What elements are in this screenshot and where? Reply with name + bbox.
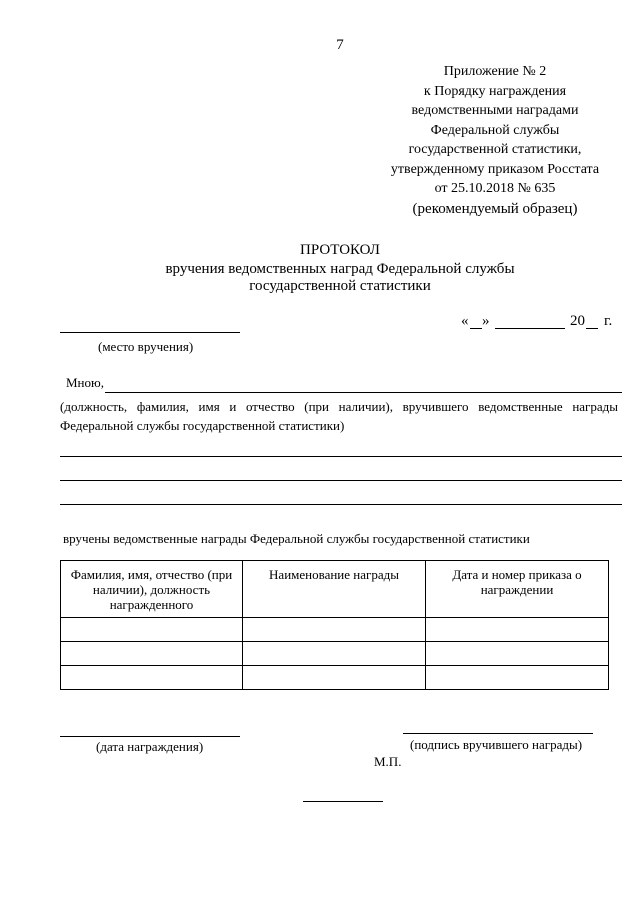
official-caption-line2: Федеральной службы государственной статистики) <box>60 418 345 433</box>
table-row <box>61 666 609 690</box>
month-blank-line <box>495 328 565 329</box>
quote-close: » <box>482 313 490 329</box>
signature-caption: (подпись вручившего награды) <box>410 737 583 752</box>
date-blank-line <box>60 736 240 737</box>
quote-open: « <box>461 313 469 329</box>
date-caption: (дата награждения) <box>96 739 204 754</box>
appendix-line: к Порядку награждения <box>423 83 567 99</box>
year-blank-line <box>586 328 598 329</box>
appendix-line: от 25.10.2018 № 635 <box>434 181 556 196</box>
year-suffix: г. <box>604 313 613 329</box>
table-cell <box>243 642 426 666</box>
signature-blank-line <box>403 733 593 734</box>
document-subtitle-line1: вручения ведомственных наград Федеральной службы <box>165 261 515 277</box>
appendix-block <box>360 62 630 199</box>
official-blank-line <box>105 392 622 393</box>
place-caption: (место вручения) <box>98 339 194 354</box>
table-cell <box>426 618 609 642</box>
appendix-line: Федеральной службы <box>430 122 560 138</box>
stamp-place: М.П. <box>374 754 402 769</box>
document-subtitle-line2: государственной статистики <box>249 278 431 294</box>
blank-line <box>60 480 622 481</box>
blank-line <box>60 504 622 505</box>
header-award-name: Наименование награды <box>243 561 426 618</box>
awarded-text: вручены ведомственные награды Федеральной службы государственной статистики <box>63 531 530 546</box>
table-cell <box>243 618 426 642</box>
appendix-line: государственной статистики, <box>408 142 582 157</box>
table-header-row <box>61 561 609 618</box>
table-cell <box>61 642 243 666</box>
day-blank-line <box>470 328 482 329</box>
table-row <box>61 642 609 666</box>
page-number: 7 <box>336 37 344 53</box>
header-order-date-number: Дата и номер приказа о награждении <box>426 561 609 618</box>
blank-line <box>60 456 622 457</box>
header-full-name: Фамилия, имя, отчество (при наличии), должность награжденного <box>61 561 243 618</box>
table-cell <box>426 666 609 690</box>
table-row <box>61 618 609 642</box>
official-caption-line1: (должность, фамилия, имя и отчество (при наличии), вручившего ведомственные награды <box>60 399 618 414</box>
appendix-line: утвержденному приказом Росстата <box>390 161 600 177</box>
table-cell <box>243 666 426 690</box>
year-prefix: 20 <box>570 313 585 329</box>
by-me-label: Мною, <box>66 375 104 390</box>
appendix-line: Приложение № 2 <box>443 64 547 79</box>
document-title: ПРОТОКОЛ <box>300 242 380 258</box>
table-cell <box>61 618 243 642</box>
table-cell <box>61 666 243 690</box>
place-blank-line <box>60 332 240 333</box>
closing-rule <box>303 801 383 802</box>
table-cell <box>426 642 609 666</box>
awards-table <box>60 560 609 690</box>
appendix-line: ведомственными наградами <box>411 103 579 118</box>
sample-note: (рекомендуемый образец) <box>412 201 578 217</box>
